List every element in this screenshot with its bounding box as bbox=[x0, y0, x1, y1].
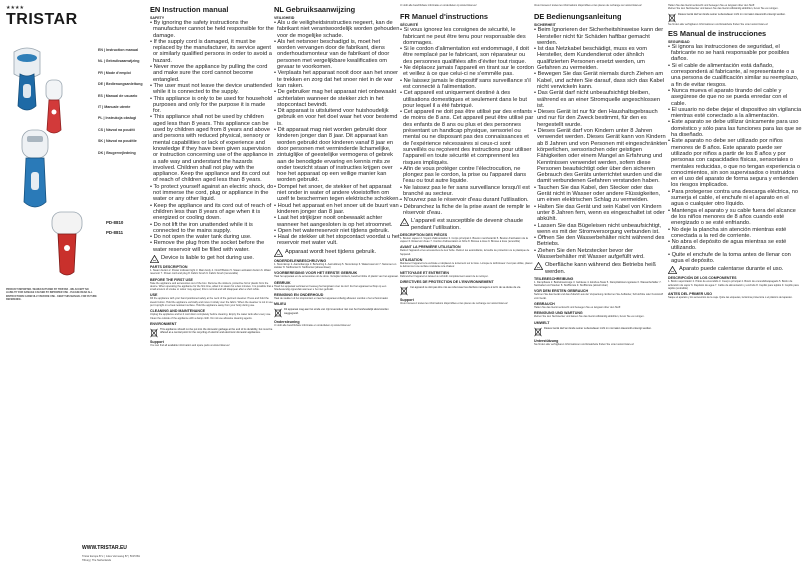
environment-notice: Dieses Gerät darf am Ende seiner Lebensdauer nicht im normalen Hausmüll entsorgt werden. bbox=[668, 13, 802, 23]
column-fr bbox=[400, 0, 534, 575]
section-title: Instruction manual bbox=[162, 5, 229, 14]
safety-item: • Haal de stekker uit het stopcontact voordat u het reservoir met water vult. bbox=[274, 234, 400, 247]
safety-item: • Afin de vous protéger contre l'électrocution, ne plongez pas le cordon, la prise ou l'appareil dans l'eau ou tout autre liquide. bbox=[400, 165, 527, 185]
cleaning-label: CLEANING AND MAINTENANCE bbox=[150, 309, 205, 314]
safety-item: • Dieses Gerät darf von Kindern unter 8 Jahren verwendet werden. Dieses Gerät kann von Kindern ab 8 Jahren und von Personen mit eingeschränkten körperlichen, sensorischen oder geistigen Fähigkeiten oder einem Mangel an Erfahrung und Kenntnissen verwendet werden, sofern diese Personen beaufsichtigt oder über den sicheren Gebrauch des Geräts unterrichtet wurden und die damit verbundenen Gefahren verstanden haben. bbox=[534, 128, 668, 185]
parts-list: 1. Stoomknop 2. Aan/uitlampje 3. Behuizing 4. Aan/uitknop 5. Stoomknop 6. Waterreservoir 7. Netsnoer en stekker 8. Stofborstel 9. Stofborstel (afneembaar) bbox=[274, 262, 397, 269]
safety-item: • Ne laissez jamais le dispositif sans surveillance s'il est connecté à l'alimentation. bbox=[400, 77, 531, 90]
language-item: PL | Instrukcja obsługi bbox=[98, 116, 137, 121]
safety-item: • No deje la plancha sin atención mientras esté conectada a la red de corriente. bbox=[668, 226, 787, 239]
safety-label: SÉCURITÉ bbox=[400, 23, 419, 28]
hot-surface-warning: Device is liable to get hot during use. bbox=[150, 255, 274, 263]
language-item: EN | Instruction manual bbox=[98, 48, 139, 52]
crossed-bin-icon bbox=[400, 286, 408, 296]
safety-item: • Dit apparaat is uitsluitend voor huishoudelijk gebruik en voor het doel waar het voor bestemd is. bbox=[274, 108, 398, 127]
language-code: EN bbox=[150, 5, 161, 14]
safety-item: • Beim Ignorieren der Sicherheitshinweise kann der Hersteller nicht für Schäden haftbar gemacht werden. bbox=[534, 27, 664, 46]
safety-item: • Laat het strijkijzer nooit onbewaakt achter wanneer het aangesloten is op het stroomnet. bbox=[274, 215, 393, 228]
safety-item: • Open het waterreservoir niet tijdens gebruik. bbox=[274, 227, 390, 234]
column-es bbox=[668, 0, 802, 575]
language-item: FR | Mode d'emploi bbox=[98, 70, 131, 75]
use-label: GEBRAUCH bbox=[534, 302, 555, 307]
safety-item: • This appliance is only to be used for household purposes and only for the purpose it is made for. bbox=[150, 95, 273, 115]
support-label: Ondersteuning bbox=[274, 320, 300, 325]
crossed-bin-icon bbox=[534, 327, 542, 337]
safety-item: • Nunca mueva el aparato tirando del cable y asegúrese de que no se pueda enredar con el cable. bbox=[668, 87, 788, 107]
safety-item: • Ne laissez pas le fer sans surveillance lorsqu'il est branché au secteur. bbox=[400, 184, 530, 198]
safety-item: • Keep the appliance and its cord out of reach of children less than 8 years of age when it is energized or cooling down. bbox=[150, 202, 272, 222]
section-title: Gebruiksaanwijzing bbox=[285, 5, 356, 14]
cleaning-text: Débranchez l'appareil et laissez-le refroidir complètement avant de le nettoyer. bbox=[400, 274, 489, 278]
safety-item: • Das Gerät darf nicht unbeaufsichtigt bleiben, während es an einer Stromquelle angeschlossen ist. bbox=[534, 90, 660, 109]
column-nl bbox=[274, 0, 400, 575]
hot-surface-warning: Oberfläche kann während des Betriebs heiß werden. bbox=[534, 262, 668, 275]
first-use-label: ANTES DEL PRIMER USO bbox=[668, 292, 713, 297]
use-label: UTILISATION bbox=[400, 257, 423, 262]
language-item: ES | Manual de usuario bbox=[98, 93, 138, 98]
parts-list: 1. Bouton vapeur 2. Voyant d'alimentation 3. Corps principal 4. Bouton marche/arrêt 5. Bouton d'activation de la vapeur 6. Réservoir d'eau 7. Cordon d'alimentation et fiche 8. Brosse à tissu 9. Brosse à tissu (amovible) bbox=[400, 236, 528, 244]
safety-item: • Este aparato se debe utilizar únicamente para uso doméstico y sólo para las funciones para las que se ha diseñado. bbox=[668, 119, 802, 139]
company-address: Tristar Europe B.V. | Jules Verneweg 87 | 5015 BH Tilburg | The Netherlands bbox=[82, 555, 140, 562]
language-item: IT | Manuale utente bbox=[98, 105, 131, 110]
steamer-image-front bbox=[12, 128, 58, 212]
cleaning-label: NETTOYAGE ET ENTRETIEN bbox=[400, 270, 449, 275]
safety-list bbox=[668, 44, 802, 264]
use-label: USE bbox=[150, 293, 158, 298]
warning-triangle-icon bbox=[534, 262, 543, 270]
steamer-image-bottom bbox=[44, 208, 90, 278]
first-use-text: Nehmen Sie das Gerät und das Zubehör aus der Verpackung. Entfernen Sie Aufkleber, Schutzfolie oder Kunststoff vom Gerät. bbox=[534, 293, 663, 300]
support-text: You can find all available information and spare parts at www.tristar.eu! bbox=[150, 343, 230, 347]
section-heading-fr bbox=[400, 12, 534, 21]
de-intro-note: Vous trouverez toutes les informations disponibles et les pièces de rechange sur www.tristar.eu! bbox=[534, 4, 642, 7]
cleaning-text: Unplug the appliance and let it cool down completely before cleaning. Empty the water tank after every use. Clean the outside of the appliance with a damp cloth. Do not use abrasive cleaning agents. bbox=[150, 313, 272, 320]
warning-triangle-icon bbox=[150, 255, 159, 263]
parts-label: ONDERDELENBESCHRIJVING bbox=[274, 258, 327, 263]
use-text: Halten Sie das Gerät senkrecht und bewegen Sie es langsam über den Stoff. bbox=[534, 306, 621, 310]
safety-item: • Ziehen Sie den Netzstecker bevor der Wasserbehälter mit Wasser aufgefüllt wird. bbox=[534, 247, 645, 260]
warning-triangle-icon bbox=[274, 249, 283, 257]
es-intro-note-2: Ziehen Sie den Netzstecker und lassen Sie das Gerät vollständig abkühlen, bevor Sie es reinigen. bbox=[668, 7, 779, 11]
website-link[interactable]: WWW.TRISTAR.EU bbox=[82, 545, 127, 551]
use-text: Fill the appliance with your hand positioned safely at the neck of the garment steamer. Press and hold the steam button. Hold the appliance vertically and move it slowly over the fabric. When the steamer is not in use, put it upright on a heat resistant surface. Hold the appliance away from your body during use. bbox=[150, 297, 274, 308]
safety-item: • N'ouvrez pas le réservoir d'eau durant l'utilisation. bbox=[400, 197, 529, 204]
cleaning-label: REINIGING EN ONDERHOUD bbox=[274, 293, 324, 298]
safety-item: • Als het netsnoer beschadigd is, moet het worden vervangen door de fabrikant, diens onderhoudsmonteur van de fabrikant of door personen met vergelijkbare kwalificaties om gevaar te voorkomen. bbox=[274, 38, 390, 71]
safety-item: • Quite el enchufe de la toma antes de llenar con agua el depósito. bbox=[668, 251, 791, 264]
safety-item: • Do not open the water tank during use. bbox=[150, 234, 252, 241]
environment-notice: Dieses Gerät darf am Ende seiner Lebensdauer nicht im normalen Hausmüll entsorgt werden. bbox=[534, 327, 668, 337]
safety-item: • Verplaats het apparaat nooit door aan het snoer te trekken en zorg dat het snoer niet in de war kan raken. bbox=[274, 70, 399, 89]
language-item: DE | Bedienungsanleitung bbox=[98, 82, 143, 87]
warning-triangle-icon bbox=[400, 218, 409, 226]
crossed-bin-icon bbox=[274, 308, 282, 318]
safety-item: • Para protegerse contra una descarga eléctrica, no sumerja el cable, el enchufe ni el aparato en el agua o cualquier otro líquido. bbox=[668, 188, 799, 208]
section-heading-es bbox=[668, 29, 802, 38]
section-title: Bedienungsanleitung bbox=[546, 12, 622, 22]
safety-item: • Si vous ignorez les consignes de sécurité, le fabricant ne peut être tenu pour responsable des dommages. bbox=[400, 27, 526, 46]
safety-item: • Si el cable de alimentación está dañado, corresponderá al fabricante, al representante o a una persona de cualificación similar su reemplazo, a fin de evitar riesgos. bbox=[668, 62, 799, 88]
parts-list: 1. Steam button 2. Power indicator light 3. Main body 4. On/off Button 5. Steam activation button 6. Water reservoir 7. Power cord and plug 8. Fabric brush 9. Fabric brush (removable) bbox=[150, 268, 271, 276]
language-code: ES bbox=[668, 28, 678, 38]
safety-item: • Tauchen Sie das Kabel, den Stecker oder das Gerät nicht in Wasser oder andere Flüssigkeiten, um einen elektrischen Schlag zu vermeiden. bbox=[534, 184, 661, 204]
safety-item: • Si ignora las instrucciones de seguridad, el fabricante no se hará responsable por posibles daños. bbox=[668, 43, 790, 63]
crossed-bin-icon bbox=[668, 13, 676, 23]
first-use-label: VOR DEM ERSTEN GEBRAUCH bbox=[534, 289, 589, 294]
environment-label: UMWELT bbox=[534, 320, 550, 325]
logo-text: TRISTAR bbox=[6, 11, 78, 28]
language-item: SK | Návod na použitie bbox=[98, 139, 137, 144]
brand-logo bbox=[6, 6, 78, 29]
es-support-note: Sie finden alle verfügbaren Informationen und Ersatzteile finden Sie unter www.tristar.eu! bbox=[668, 22, 768, 26]
hot-surface-warning: L'appareil est susceptible de devenir chaude pendant l'utilisation. bbox=[400, 218, 534, 231]
safety-item: • Cet appareil ne doit pas être utilisé par des enfants de moins de 8 ans. Cet appareil peut être utilisé par des enfants de 8 ans ou plus et des personnes présentant un handicap physique, sensoriel ou mental ou ne disposant pas des connaissances et de l'expérience nécessaires si ceux-ci sont surveillés ou reçoivent des instructions pour utiliser l'appareil en toute sécurité et comprennent les risques impliqués. bbox=[400, 109, 534, 166]
safety-item: • Houd het apparaat en het snoer uit de buurt van kinderen jonger dan 8 jaar. bbox=[274, 202, 399, 215]
safety-item: • Dompel het snoer, de stekker of het apparaat niet onder in water of andere vloeistoffen om uzelf te beschermen tegen elektrische schokken. bbox=[274, 183, 400, 203]
language-item: NL | Gebruiksaanwijzing bbox=[98, 59, 140, 64]
logo-stars: ★★★★ bbox=[6, 5, 24, 11]
es-intro-note: Halten Sie das Gerät senkrecht und bewegen Sie es langsam über den Stoff. bbox=[668, 4, 755, 7]
model-number: PD-8811 bbox=[106, 230, 124, 235]
safety-list bbox=[400, 27, 534, 216]
language-list bbox=[98, 45, 150, 159]
cleaning-text: Haal de stekker uit het stopcontact en laat het apparaat volledig afkoelen voordat u het schoonmaakt. bbox=[274, 297, 389, 301]
environment-label: MILIEU bbox=[274, 302, 287, 307]
safety-item: • Do not lift the iron unattended while it is connected to the mains supply. bbox=[150, 221, 253, 234]
environment-notice: Cet appareil ne doit pas être mis au rebut avec les déchets ménagers à la fin de sa durée de vie. bbox=[400, 286, 534, 296]
use-text: Houd het apparaat verticaal en beweeg het langzaam over de stof. Zet het apparaat rechtop op een hittebestendig oppervlak wanneer u het niet gebruikt. bbox=[274, 284, 387, 291]
safety-item: • By ignoring the safety instructions the manufacturer cannot be held responsible for the damage. bbox=[150, 20, 274, 39]
safety-label: SICHERHEIT bbox=[534, 23, 556, 28]
safety-item: • Dieses Gerät ist nur für den Haushaltsgebrauch und nur für den Zweck bestimmt, für den es hergestellt wurde. bbox=[534, 109, 658, 128]
section-heading-de bbox=[534, 12, 668, 21]
support-label: Support bbox=[400, 297, 414, 302]
parts-label: TEILEBESCHREIBUNG bbox=[534, 276, 574, 281]
safety-item: • Never move the appliance by pulling the cord and make sure the cord cannot become entangled. bbox=[150, 64, 268, 83]
warning-triangle-icon bbox=[668, 266, 677, 274]
safety-item: • This appliance shall not be used by children aged less than 8 years. This appliance can be used by children aged from 8 years and above and persons with reduced physical, sensory or mental capabilities or lack of experience and knowledge if they have been given supervision or instruction concerning use of the appliance in a safe way and understand the hazards involved. Children shall not play with the appliance. Keep the appliance and its cord out of reach of children aged less than 8 years. bbox=[150, 114, 274, 184]
hot-surface-warning: Apparaat wordt heet tijdens gebruik. bbox=[274, 249, 400, 257]
parts-list: 1. Dampftaste 2. Betriebsanzeige 3. Gehäuse 4. Ein/Aus-Taste 5. Dampfaktivierungstaste 6. Wasserbehälter 7. Netzkabel und Stecker 8. Stoffbürste 9. Stoffbürste (abnehmbar) bbox=[534, 280, 662, 288]
safety-item: • Ne déplacez jamais l'appareil en tirant sur le cordon et veillez à ce que celui-ci ne s'emmêle pas. bbox=[400, 65, 534, 78]
safety-item: • Als u de veiligheidsinstructies negeert, kan de fabrikant niet verantwoordelijk worden gehouden voor de mogelijke schade. bbox=[274, 20, 400, 39]
section-heading-nl bbox=[274, 5, 400, 14]
safety-item: • The user must not leave the device unattended while it is connected to the supply. bbox=[150, 82, 273, 96]
import-notice: PRODUCT IMPORTED / MANUFACTURED BY TRISTAR · WE ACCEPT NO LIABILITY FOR DAMAGE CAUSED BY IMPROPER USE · PLEASE READ ALL INSTRUCTIONS CAREFULLY BEFORE USE · KEEP THIS MANUAL FOR FUTURE REFERENCE. bbox=[6, 288, 97, 302]
safety-item: • Halten Sie das Gerät und sein Kabel von Kindern unter 8 Jahren fern, wenn es eingeschaltet ist oder abkühlt. bbox=[534, 203, 665, 223]
support-text: Vous trouverez toutes les informations disponibles et les pièces de rechange sur www.tristar.eu! bbox=[400, 301, 508, 305]
crossed-bin-icon bbox=[150, 328, 158, 338]
parts-label: DESCRIPTION DES PIÈCES bbox=[400, 232, 448, 237]
safety-item: • Si le cordon d'alimentation est endommagé, il doit être remplacé par le fabricant, son réparateur ou des personnes qualifiées afin d'éviter tout risque. bbox=[400, 46, 529, 65]
safety-item: • Dit apparaat mag niet worden gebruikt door kinderen jonger dan 8 jaar. Dit apparaat kan worden gebruikt door kinderen vanaf 8 jaar en door personen met verminderde lichamelijke, zintuiglijke of geestelijke vermogens of gebrek aan de benodigde ervaring en kennis mits ze onder toezicht staan of instructies krijgen over hoe het apparaat op een veilige manier kan worden gebruikt. bbox=[274, 127, 394, 184]
section-heading-en bbox=[150, 5, 274, 14]
first-use-text: Retirez l'appareil et les accessoires de leur boîte. Retirez les autocollants, la feuille de protection ou le plastique de l'appareil. bbox=[400, 249, 530, 256]
environment-notice: This appliance should not be put into the domestic garbage at the end of its durability, but must be offered at a central point for the recycling of electric and electronic domestic appliances. bbox=[150, 328, 274, 338]
safety-item: • Bewegen Sie das Gerät niemals durch Ziehen am Kabel, und achten Sie darauf, dass sich das Kabel nicht verwickeln kann. bbox=[534, 71, 665, 90]
support-label: Unterstützung bbox=[534, 338, 559, 343]
safety-item: • To protect yourself against an electric shock, do not immerse the cord, plug or appliance in the water or any other liquid. bbox=[150, 183, 274, 203]
safety-item: • If the supply cord is damaged, it must be replaced by the manufacturer, its service agent or similarly qualified persons in order to avoid a hazard. bbox=[150, 38, 272, 64]
parts-label: PARTS DESCRIPTION bbox=[150, 264, 188, 269]
section-title: Manual de instrucciones bbox=[679, 28, 767, 38]
first-use-label: VOORBEREIDING VOOR HET EERSTE GEBRUIK bbox=[274, 271, 358, 276]
safety-label: VEILIGHEID bbox=[274, 16, 295, 20]
safety-item: • Cet appareil est uniquement destiné à des utilisations domestiques et seulement dans le but pour lequel il a été fabriqué. bbox=[400, 90, 527, 109]
parts-list: 1. Botón vaporizador 2. Piloto de encendido 3. Cuerpo principal 4. Botón de encendido/apagado 5. Botón de activación de vapor 6. Depósito de agua 7. Cable de alimentación y enchufe 8. Cepillo para tejidos 9. Cepillo para tejidos (extraíble) bbox=[668, 280, 799, 290]
language-code: NL bbox=[274, 5, 284, 14]
cover-column bbox=[0, 0, 150, 575]
model-numbers bbox=[106, 218, 123, 238]
safety-item: • No abra el depósito de agua mientras se esté utilizando. bbox=[668, 239, 787, 252]
safety-list bbox=[534, 27, 668, 260]
safety-list bbox=[274, 20, 400, 247]
support-text: Sie finden alle verfügbaren Informationen und Ersatzteile finden Sie unter www.tristar.eu! bbox=[534, 342, 634, 346]
environment-notice: Dit apparaat mag aan het einde van zijn levensduur niet met het huishoudelijk afval worden weggegooid. bbox=[274, 308, 400, 318]
language-code: FR bbox=[400, 12, 410, 22]
column-en bbox=[150, 0, 274, 575]
safety-item: • Ist das Netzkabel beschädigt, muss es vom Hersteller, dem Kundendienst oder ähnlich qualifizierten Personen ersetzt werden, um Gefahren zu vermeiden. bbox=[534, 46, 647, 72]
environment-label: DIRECTIVES DE PROTECTION DE L'ENVIRONNEMENT bbox=[400, 279, 494, 284]
model-number: PD-8810 bbox=[106, 220, 124, 225]
language-code: DE bbox=[534, 12, 545, 22]
hot-surface-warning: Aparato puede calentarse durante el uso. bbox=[668, 266, 802, 274]
cleaning-label: REINIGUNG UND WARTUNG bbox=[534, 311, 583, 316]
first-use-label: AVANT LA PREMIÈRE UTILISATION bbox=[400, 245, 461, 250]
environment-label: ENVIRONMENT bbox=[150, 321, 177, 326]
section-title: Manuel d'instructions bbox=[411, 12, 489, 22]
safety-label: SEGURIDAD bbox=[668, 39, 690, 44]
use-text: Maintenez l'appareil à la verticale et déplacez-le lentement sur le tissu. Lorsque le défroisseur n'est pas utilisé, placez-le debout sur une surface résistante à la chaleur. bbox=[400, 261, 534, 269]
first-use-text: Take the appliance and accessories out of the box. Remove the stickers, protective foil or plastic from the device. When operating the appliance for the first time, allow it to steam for a few minutes. It is possible that a small amount of smoke or odour may appear; this is normal and will disappear after a short while. bbox=[150, 281, 274, 292]
use-label: GEBRUIK bbox=[274, 280, 291, 285]
language-item: DK | Brugervejledning bbox=[98, 150, 136, 155]
safety-label: SAFETY bbox=[150, 16, 165, 20]
safety-item: • Débranchez la fiche de la prise avant de remplir le réservoir d'eau. bbox=[400, 203, 531, 216]
safety-item: • El usuario no debe dejar el dispositivo sin vigilancia mientras esté conectado a la alimentación. bbox=[668, 106, 802, 120]
cleaning-text: Ziehen Sie den Netzstecker und lassen Sie das Gerät vollständig abkühlen, bevor Sie es reinigen. bbox=[534, 315, 645, 319]
column-de bbox=[534, 0, 668, 575]
first-use-text: Saque el aparato y los accesorios de la caja. Quite las etiquetas, la lámina protectora o el plástico del aparato. bbox=[668, 296, 793, 300]
first-use-label: BEFORE THE FIRST USE bbox=[150, 277, 193, 282]
fr-intro-note: U vindt alle beschikbare informatie en onderdelen op www.tristar.eu! bbox=[400, 4, 477, 7]
safety-item: • Remove the plug from the socket before the water reservoir will be filled with water. bbox=[150, 240, 265, 253]
safety-item: • Este aparato no debe ser utilizado por niños menores de 8 años. Este aparato puede ser utilizado por niños a partir de los 8 años y por personas con capacidades físicas, sensoriales o mentales reducidas, o que no tengan experiencia o conocimientos, sin son supervisados o instruidos en el uso del aparato de forma segura y entienden los riesgos implicados. bbox=[668, 138, 801, 189]
first-use-text: Haal het apparaat en de accessoires uit de doos. Verwijder stickers, beschermfolie of plastic van het apparaat. bbox=[274, 275, 399, 279]
support-label: Support bbox=[150, 339, 164, 344]
safety-item: • Mantenga el aparato y su cable fuera del alcance de los niños menores de 8 años cuando esté energizado o se esté enfriando. bbox=[668, 207, 796, 227]
language-item: CS | Návod na použití bbox=[98, 127, 135, 132]
safety-list bbox=[150, 20, 274, 253]
safety-item: • Lassen Sie das Bügeleisen nicht unbeaufsichtigt, wenn es mit der Stromversorgung verbunden ist. bbox=[534, 222, 662, 235]
support-text: U vindt alle beschikbare informatie en onderdelen op www.tristar.eu! bbox=[274, 324, 351, 328]
safety-item: • Öffnen Sie den Wasserbehälter nicht während des Betriebs. bbox=[534, 235, 665, 248]
safety-item: • De gebruiker mag het apparaat niet onbewaakt achterlaten wanneer de stekker zich in het stopcontact bevindt. bbox=[274, 89, 397, 108]
parts-label: DESCRIPCIÓN DE LOS COMPONENTES bbox=[668, 276, 737, 281]
